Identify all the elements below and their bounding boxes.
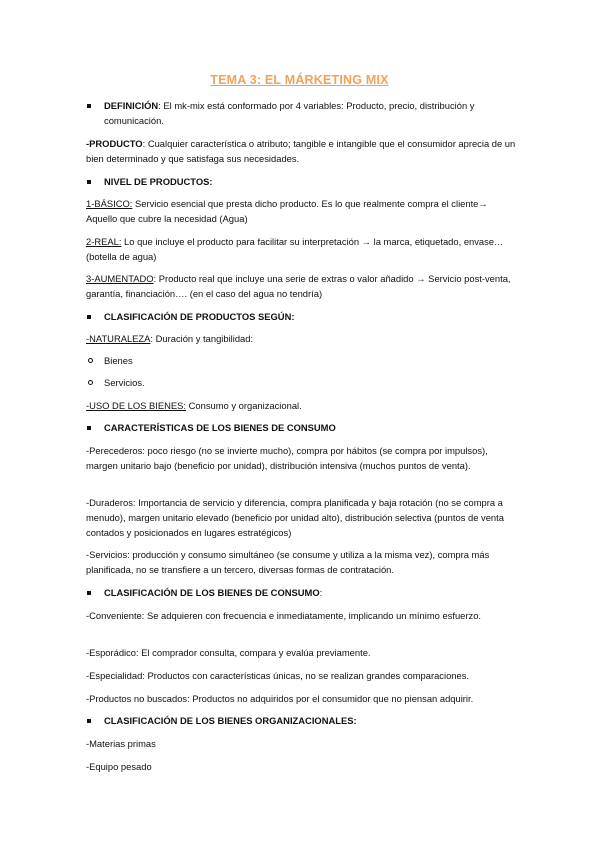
servicios-paragraph: -Servicios: producción y consumo simultáneo (se consume y utiliza a la misma vez), compra más planificada, no se transfiere a un tercero, diversas formas de contratación. <box>86 549 490 575</box>
bullet-icon <box>87 719 91 723</box>
producto-text: : Cualquier característica o atributo; tangible e intangible que el consumidor aprecia de un bien determinado y que satisfaga sus necesidades. <box>86 138 516 164</box>
duraderos-paragraph: -Duraderos: Importancia de servicio y diferencia, compra planificada y baja rotación (no se compra a menudo), margen unitario elevado (beneficio por unidad alto), distribución selectiva (puntos de venta contados y posicionados en lugares estratégicos) <box>86 497 504 538</box>
circle-bullet-icon <box>88 358 93 363</box>
clasif-consumo-heading <box>104 585 516 600</box>
definicion-paragraph <box>104 98 516 128</box>
circle-bullet-icon <box>88 380 93 385</box>
real-paragraph <box>86 234 516 264</box>
perecederos-paragraph: -Perecederos: poco riesgo (no se invierte mucho), compra por hábitos (se compra por impulsos), margen unitario bajo (beneficio por unidad), distribución intensiva (muchos puntos de venta). <box>86 445 488 471</box>
real-label: 2-REAL: <box>86 236 122 247</box>
page-title: TEMA 3: EL MÁRKETING MIX <box>210 73 389 87</box>
basico-label: 1-BÁSICO: <box>86 198 133 209</box>
bullet-icon <box>87 426 91 430</box>
bienes-item: Bienes <box>104 355 133 366</box>
definicion-text: : El mk-mix está conformado por 4 variables: Producto, precio, distribución y comunicación. <box>104 100 475 126</box>
bullet-icon <box>87 104 91 108</box>
definicion-label: DEFINICIÓN <box>104 100 159 111</box>
nivel-heading: NIVEL DE PRODUCTOS: <box>104 176 213 187</box>
equipo-item: -Equipo pesado <box>86 761 152 772</box>
especialidad-paragraph: -Especialidad: Productos con características únicas, no se realizan grandes comparaciones. <box>86 670 470 681</box>
naturaleza-text: : Duración y tangibilidad: <box>150 333 254 344</box>
aumentado-paragraph <box>86 271 516 301</box>
naturaleza-label: -NATURALEZA <box>86 333 151 344</box>
materias-item: -Materias primas <box>86 738 156 749</box>
uso-label: -USO DE LOS BIENES: <box>86 400 187 411</box>
clasif-consumo-colon: : <box>319 587 323 598</box>
aumentado-label: 3-AUMENTADO <box>86 273 154 284</box>
uso-paragraph <box>86 398 516 413</box>
producto-paragraph <box>86 136 516 166</box>
aumentado-text: : Producto real que incluye una serie de extras o valor añadido → Servicio post-venta, garantía, financiación…. (en el caso del agua no tendría) <box>86 273 511 299</box>
real-text: Lo que incluye el producto para facilitar su interpretación → la marca, etiquetado, envase… (botella de agua) <box>86 236 504 262</box>
no-buscados-paragraph: -Productos no buscados: Productos no adquiridos por el consumidor que no piensan adquirir. <box>86 693 474 704</box>
conveniente-paragraph: -Conveniente: Se adquieren con frecuencia e inmediatamente, implicando un mínimo esfuerzo. <box>86 610 482 621</box>
clasif-heading: CLASIFICACIÓN DE PRODUCTOS SEGÚN: <box>104 311 295 322</box>
producto-label: -PRODUCTO <box>86 138 143 149</box>
basico-text: Servicio esencial que presta dicho producto. Es lo que realmente compra el cliente→ Aquello que cubre la necesidad (Agua) <box>86 198 488 224</box>
uso-text: Consumo y organizacional. <box>186 400 302 411</box>
bullet-icon <box>87 180 91 184</box>
caract-heading: CARACTERÍSTICAS DE LOS BIENES DE CONSUMO <box>104 422 336 433</box>
clasif-org-heading: CLASIFICACIÓN DE LOS BIENES ORGANIZACIONALES: <box>104 715 357 726</box>
bullet-icon <box>87 591 91 595</box>
servicios-item: Servicios. <box>104 377 145 388</box>
clasif-consumo-heading-text: CLASIFICACIÓN DE LOS BIENES DE CONSUMO <box>104 587 320 598</box>
basico-paragraph <box>86 196 516 226</box>
bullet-icon <box>87 315 91 319</box>
esporadico-paragraph: -Esporádico: El comprador consulta, compara y evalúa previamente. <box>86 647 371 658</box>
naturaleza-paragraph <box>86 331 516 346</box>
